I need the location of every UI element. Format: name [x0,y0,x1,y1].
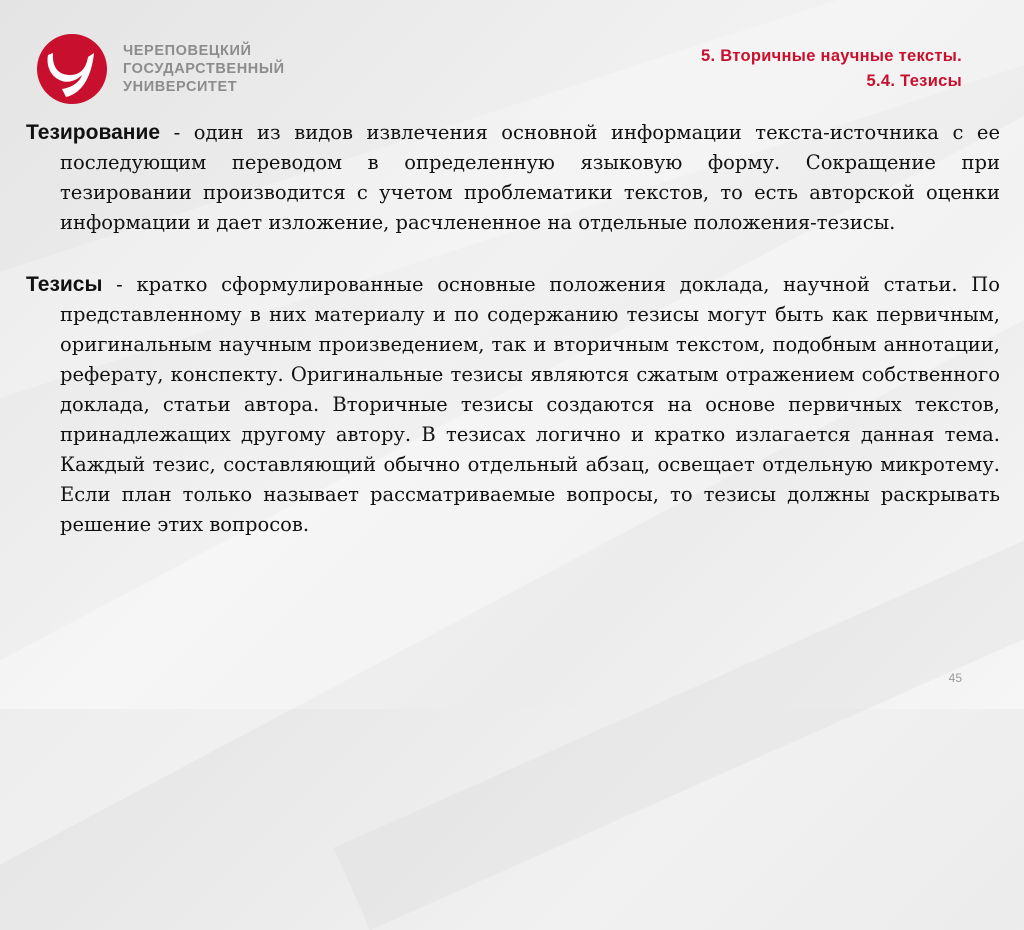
paragraph-text: - один из видов извлечения основной информации текста-источника с ее последующим переводом в определенную языковую форму. Сокращение при тезировании производится с учетом проблематики текстов, то есть авторской оценки информации и дает изложение, расчлененное на отдельные положения-тезисы. [60,121,1000,234]
paragraph-text: - кратко сформулированные основные положения доклада, научной статьи. По представленному в них материалу и по содержанию тезисы могут быть как первичным, оригинальным научным произведением, так и вторичным текстом, подобным аннотации, реферату, конспекту. Оригинальные тезисы являются сжатым отражением собственного доклада, статьи автора. Вторичные тезисы создаются на основе первичных текстов, принадлежащих другому автору. В тезисах логично и кратко излагается данная тема. Каждый тезис, составляющий обычно отдельный абзац, освещает отдельную микротему. Если план только называет рассматриваемые вопросы, то тезисы должны раскрывать решение этих вопросов. [60,273,1000,536]
slide-content [26,118,1000,540]
term-tezisy: Тезисы [26,273,103,296]
paragraph-tezirovanie [26,118,1000,238]
page-number: 45 [948,671,962,685]
section-title [701,44,962,94]
university-name-line: ЧЕРЕПОВЕЦКИЙ [123,43,252,59]
university-name-line: ГОСУДАРСТВЕННЫЙ [123,61,285,77]
university-name [123,42,285,96]
university-logo-icon [36,33,108,105]
term-tezirovanie: Тезирование [26,121,161,144]
section-title-line1: 5. Вторичные научные тексты. [701,47,962,65]
section-title-line2: 5.4. Тезисы [866,72,962,90]
university-name-line: УНИВЕРСИТЕТ [123,79,238,95]
paragraph-tezisy [26,270,1000,540]
